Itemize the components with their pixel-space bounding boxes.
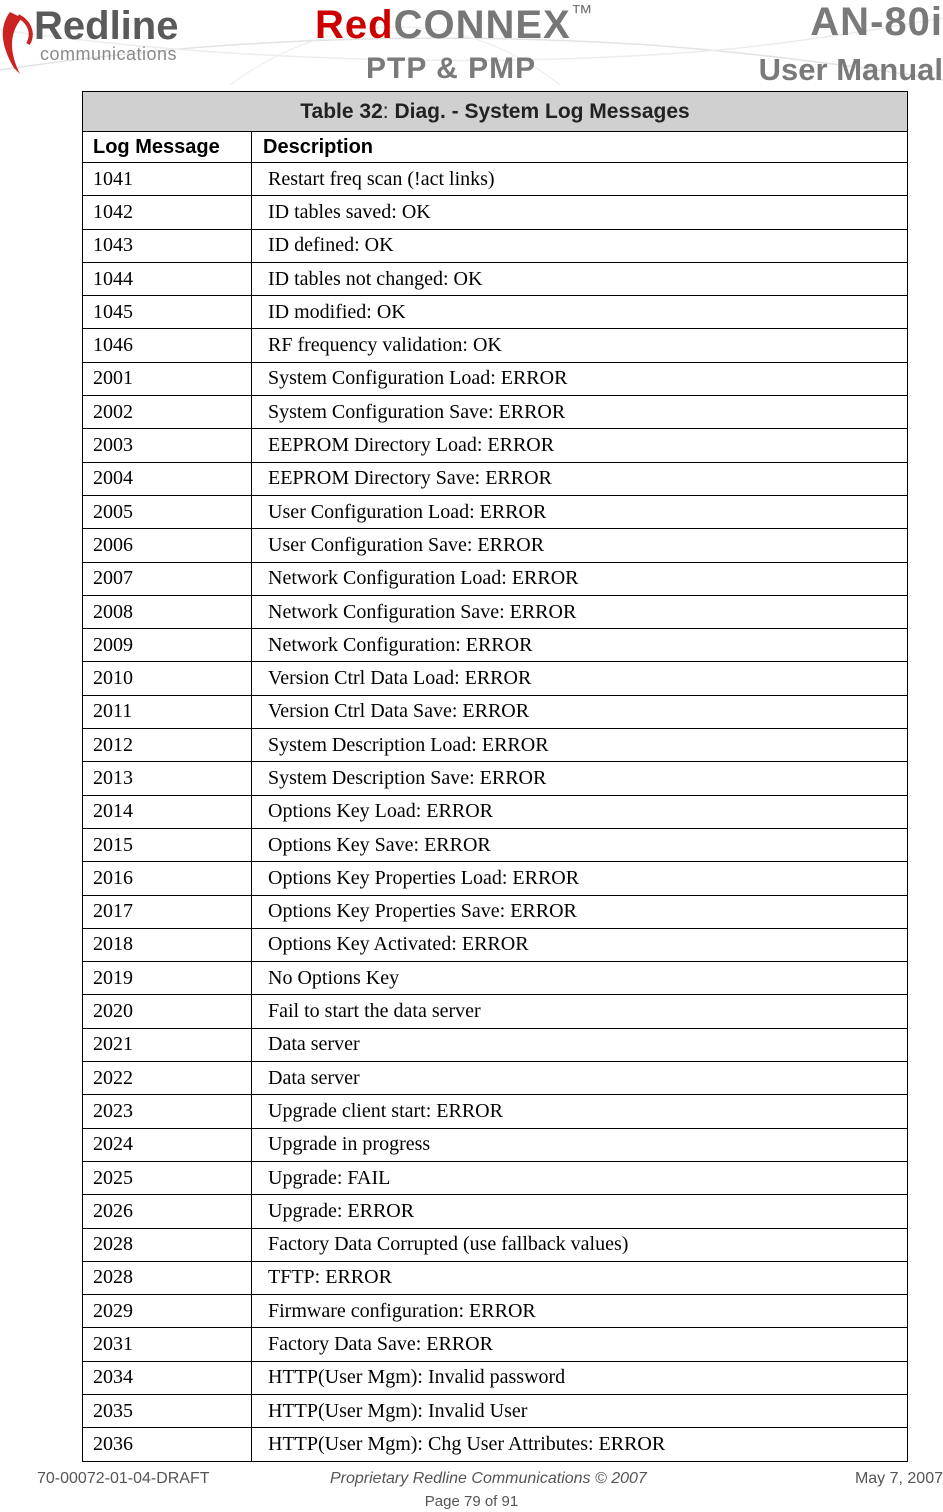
log-message-code: 2024 <box>83 1128 252 1161</box>
log-message-description: ID tables not changed: OK <box>252 262 908 295</box>
table-caption-row <box>83 92 908 132</box>
trademark-symbol: ™ <box>570 0 594 25</box>
log-message-code: 2028 <box>83 1228 252 1261</box>
log-message-description: HTTP(User Mgm): Invalid password <box>252 1361 908 1394</box>
log-message-code: 2034 <box>83 1361 252 1394</box>
log-message-description: User Configuration Save: ERROR <box>252 529 908 562</box>
document-kind: User Manual <box>758 52 943 87</box>
logo-subtitle: communications <box>40 44 178 64</box>
log-message-code: 2028 <box>83 1261 252 1294</box>
log-message-code: 2015 <box>83 828 252 861</box>
log-message-code: 2009 <box>83 629 252 662</box>
log-message-code: 1042 <box>83 196 252 229</box>
log-messages-table <box>82 91 908 1462</box>
log-message-code: 2016 <box>83 862 252 895</box>
log-message-description: Restart freq scan (!act links) <box>252 163 908 196</box>
table-row <box>83 1128 908 1161</box>
table-row <box>83 362 908 395</box>
log-message-description: Options Key Properties Load: ERROR <box>252 862 908 895</box>
table-row <box>83 1195 908 1228</box>
log-message-code: 2002 <box>83 396 252 429</box>
table-row <box>83 1295 908 1328</box>
log-message-description: ID defined: OK <box>252 229 908 262</box>
product-title-rest: CONNEX <box>393 3 571 47</box>
log-message-description: ID modified: OK <box>252 296 908 329</box>
table-row <box>83 1095 908 1128</box>
log-message-description: Upgrade in progress <box>252 1128 908 1161</box>
table-row <box>83 695 908 728</box>
table-row <box>83 762 908 795</box>
log-message-description: Options Key Activated: ERROR <box>252 928 908 961</box>
log-messages-table-container <box>82 91 907 1462</box>
table-row <box>83 595 908 628</box>
log-message-code: 2005 <box>83 495 252 528</box>
footer-proprietary: Proprietary Redline Communications © 2007 <box>330 1470 647 1487</box>
table-row <box>83 262 908 295</box>
log-message-description: No Options Key <box>252 962 908 995</box>
log-message-description: Upgrade: ERROR <box>252 1195 908 1228</box>
log-message-description: Network Configuration Save: ERROR <box>252 595 908 628</box>
table-row <box>83 795 908 828</box>
log-message-description: Options Key Save: ERROR <box>252 828 908 861</box>
log-message-description: Version Ctrl Data Load: ERROR <box>252 662 908 695</box>
table-row <box>83 1161 908 1194</box>
log-message-code: 1043 <box>83 229 252 262</box>
table-caption-label: Table 32 <box>300 99 383 123</box>
log-message-code: 2025 <box>83 1161 252 1194</box>
table-row <box>83 662 908 695</box>
log-message-description: Data server <box>252 1062 908 1095</box>
table-row <box>83 895 908 928</box>
table-row <box>83 1028 908 1061</box>
table-caption <box>83 92 908 132</box>
log-message-description: Fail to start the data server <box>252 995 908 1028</box>
log-message-code: 2018 <box>83 928 252 961</box>
table-row <box>83 296 908 329</box>
log-message-code: 2020 <box>83 995 252 1028</box>
table-row <box>83 495 908 528</box>
log-message-description: Factory Data Corrupted (use fallback values) <box>252 1228 908 1261</box>
table-row <box>83 1328 908 1361</box>
log-message-description: HTTP(User Mgm): Chg User Attributes: ERROR <box>252 1428 908 1461</box>
product-subtitle: PTP & PMP <box>366 52 537 85</box>
log-message-code: 2026 <box>83 1195 252 1228</box>
table-row <box>83 329 908 362</box>
table-row <box>83 1261 908 1294</box>
log-message-code: 2001 <box>83 362 252 395</box>
log-message-code: 2022 <box>83 1062 252 1095</box>
log-message-code: 2019 <box>83 962 252 995</box>
table-row <box>83 196 908 229</box>
column-header-description: Description <box>252 132 908 163</box>
log-message-code: 1045 <box>83 296 252 329</box>
log-message-code: 2003 <box>83 429 252 462</box>
log-message-code: 2013 <box>83 762 252 795</box>
log-message-code: 2011 <box>83 695 252 728</box>
log-message-code: 2014 <box>83 795 252 828</box>
footer-date: May 7, 2007 <box>854 1470 943 1487</box>
table-row <box>83 529 908 562</box>
table-row <box>83 995 908 1028</box>
table-row <box>83 962 908 995</box>
page-header <box>0 0 943 90</box>
footer-doc-id: 70-00072-01-04-DRAFT <box>37 1470 210 1487</box>
log-message-description: System Description Load: ERROR <box>252 729 908 762</box>
table-row <box>83 462 908 495</box>
table-row <box>83 1394 908 1427</box>
log-message-code: 2036 <box>83 1428 252 1461</box>
log-message-description: System Description Save: ERROR <box>252 762 908 795</box>
log-message-code: 1044 <box>83 262 252 295</box>
log-message-code: 2017 <box>83 895 252 928</box>
log-message-code: 2004 <box>83 462 252 495</box>
log-message-code: 2012 <box>83 729 252 762</box>
table-caption-separator: : <box>382 99 389 123</box>
log-message-code: 2006 <box>83 529 252 562</box>
product-title-red: Red <box>315 3 394 47</box>
log-message-code: 2035 <box>83 1394 252 1427</box>
log-message-description: RF frequency validation: OK <box>252 329 908 362</box>
logo-wordmark: Redline <box>34 4 179 48</box>
footer-page-number: Page 79 of 91 <box>424 1493 519 1510</box>
table-caption-title: Diag. - System Log Messages <box>388 99 690 123</box>
log-message-description: Network Configuration: ERROR <box>252 629 908 662</box>
table-row <box>83 163 908 196</box>
table-row <box>83 562 908 595</box>
table-row <box>83 396 908 429</box>
log-message-code: 2007 <box>83 562 252 595</box>
log-message-description: Options Key Load: ERROR <box>252 795 908 828</box>
table-row <box>83 828 908 861</box>
table-row <box>83 429 908 462</box>
log-message-description: Firmware configuration: ERROR <box>252 1295 908 1328</box>
log-message-code: 2008 <box>83 595 252 628</box>
column-header-log-message: Log Message <box>83 132 252 163</box>
log-message-description: Version Ctrl Data Save: ERROR <box>252 695 908 728</box>
log-message-description: EEPROM Directory Load: ERROR <box>252 429 908 462</box>
log-message-code: 2010 <box>83 662 252 695</box>
table-body <box>83 163 908 1462</box>
log-message-description: Network Configuration Load: ERROR <box>252 562 908 595</box>
log-message-code: 1046 <box>83 329 252 362</box>
table-row <box>83 1228 908 1261</box>
log-message-description: EEPROM Directory Save: ERROR <box>252 462 908 495</box>
log-message-description: System Configuration Save: ERROR <box>252 396 908 429</box>
log-message-description: Options Key Properties Save: ERROR <box>252 895 908 928</box>
log-message-code: 2031 <box>83 1328 252 1361</box>
table-row <box>83 1062 908 1095</box>
log-message-description: TFTP: ERROR <box>252 1261 908 1294</box>
log-message-description: Upgrade: FAIL <box>252 1161 908 1194</box>
table-row <box>83 928 908 961</box>
document-code: AN-80i <box>810 0 943 44</box>
log-message-description: User Configuration Load: ERROR <box>252 495 908 528</box>
log-message-code: 2029 <box>83 1295 252 1328</box>
table-header-row <box>83 132 908 163</box>
table-row <box>83 1428 908 1461</box>
log-message-code: 1041 <box>83 163 252 196</box>
table-row <box>83 1361 908 1394</box>
table-row <box>83 729 908 762</box>
log-message-description: ID tables saved: OK <box>252 196 908 229</box>
log-message-description: System Configuration Load: ERROR <box>252 362 908 395</box>
log-message-code: 2021 <box>83 1028 252 1061</box>
log-message-description: Data server <box>252 1028 908 1061</box>
table-row <box>83 629 908 662</box>
table-row <box>83 229 908 262</box>
product-title <box>315 0 594 48</box>
log-message-description: Factory Data Save: ERROR <box>252 1328 908 1361</box>
log-message-description: HTTP(User Mgm): Invalid User <box>252 1394 908 1427</box>
log-message-description: Upgrade client start: ERROR <box>252 1095 908 1128</box>
redline-logo <box>0 2 210 82</box>
table-row <box>83 862 908 895</box>
log-message-code: 2023 <box>83 1095 252 1128</box>
